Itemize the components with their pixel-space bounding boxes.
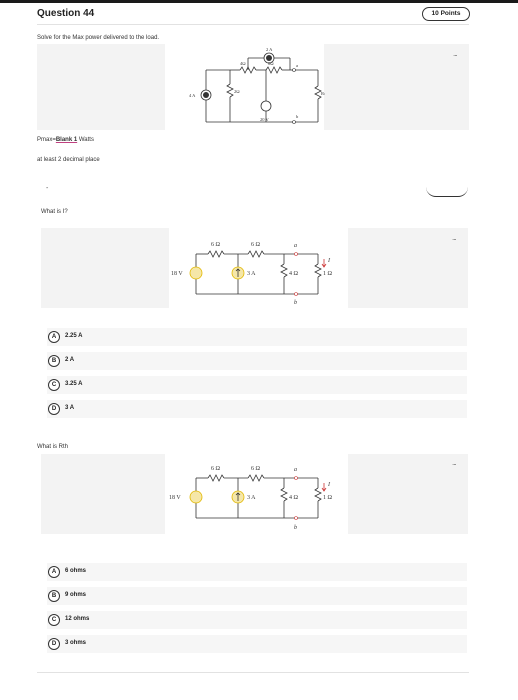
label-current-left: 4 A xyxy=(189,93,196,98)
option-text: 6 ohms xyxy=(65,568,87,574)
option-letter[interactable]: A xyxy=(48,331,60,343)
circuit-diagram-1 xyxy=(189,40,336,128)
arrow-down-icon xyxy=(322,259,326,267)
label-r1: 1 Ω xyxy=(323,495,332,501)
image-panel-right xyxy=(348,228,468,308)
label-node-b: b xyxy=(296,114,299,119)
label-r2: 2Ω xyxy=(234,89,240,94)
question-title: Question 44 xyxy=(37,8,95,19)
label-isrc: 3 A xyxy=(247,271,256,277)
label-isrc: 3 A xyxy=(247,495,256,501)
divider xyxy=(37,672,469,673)
label-r6a: 6 Ω xyxy=(211,242,220,248)
label-r4: 4 Ω xyxy=(289,495,298,501)
option-text: 9 ohms xyxy=(65,592,87,598)
option-c[interactable] xyxy=(47,611,467,629)
option-letter[interactable]: B xyxy=(48,355,60,367)
blank-1-input[interactable]: Blank 1 xyxy=(55,137,78,143)
option-text: 2.25 A xyxy=(65,333,83,339)
option-letter[interactable]: A xyxy=(48,566,60,578)
arrow-down-icon xyxy=(322,483,326,491)
label-node-b: b xyxy=(294,525,297,531)
more-options-icon[interactable]: ... xyxy=(453,49,457,58)
label-r4: 4 Ω xyxy=(289,271,298,277)
option-b[interactable] xyxy=(47,352,467,370)
pmax-prefix: Pmax= xyxy=(37,137,56,143)
label-node-a: a xyxy=(294,467,297,473)
label-current: I xyxy=(328,482,330,488)
image-panel-right xyxy=(348,454,468,534)
image-panel-left xyxy=(41,454,165,534)
label-load: Rₗ xyxy=(321,91,325,96)
label-node-b: b xyxy=(294,300,297,306)
option-text: 2 A xyxy=(65,357,75,363)
label-current-top: 2 A xyxy=(266,47,273,52)
option-a[interactable] xyxy=(47,328,467,346)
voltage-source-icon xyxy=(190,491,202,503)
option-letter[interactable]: D xyxy=(48,638,60,650)
label-voltage: 20 V xyxy=(260,117,269,122)
label-r6: 6Ω xyxy=(268,61,274,66)
label-vsrc: 18 V xyxy=(171,271,183,277)
image-panel-left xyxy=(41,228,169,308)
option-letter[interactable]: C xyxy=(48,614,60,626)
divider xyxy=(37,24,469,25)
more-options-icon[interactable]: ... xyxy=(452,233,456,242)
circuit-diagram-2 xyxy=(168,232,348,306)
question-prompt: Solve for the Max power delivered to the load. xyxy=(37,35,160,41)
option-d[interactable] xyxy=(47,400,467,418)
option-text: 3 ohms xyxy=(65,640,87,646)
image-panel-left xyxy=(37,44,165,130)
circuit-diagram-3 xyxy=(166,456,346,532)
voltage-source-icon xyxy=(261,101,271,111)
points-badge: 10 Points xyxy=(422,7,470,21)
label-current: I xyxy=(328,258,330,264)
label-node-a: a xyxy=(294,243,297,249)
voltage-source-icon xyxy=(190,267,202,279)
option-letter[interactable]: D xyxy=(48,403,60,415)
option-d[interactable] xyxy=(47,635,467,653)
label-vsrc: 18 V xyxy=(169,495,181,501)
option-c[interactable] xyxy=(47,376,467,394)
top-border xyxy=(0,0,518,3)
image-panel-right xyxy=(324,44,469,130)
pmax-line xyxy=(37,137,94,143)
label-node-a: a xyxy=(296,63,298,68)
dash-marker: - xyxy=(46,185,49,192)
option-letter[interactable]: B xyxy=(48,590,60,602)
option-letter[interactable]: C xyxy=(48,379,60,391)
more-options-icon[interactable]: ... xyxy=(452,458,456,467)
label-r6b: 6 Ω xyxy=(251,242,260,248)
decimal-note: at least 2 decimal place xyxy=(37,157,100,163)
label-r1: 1 Ω xyxy=(323,271,332,277)
answer-dropdown[interactable] xyxy=(426,186,468,197)
option-text: 12 ohms xyxy=(65,616,90,622)
label-r6a: 6 Ω xyxy=(211,466,220,472)
question-rth-label: What is Rth xyxy=(37,444,69,450)
label-r6b: 6 Ω xyxy=(251,466,260,472)
option-a[interactable] xyxy=(47,563,467,581)
pmax-suffix: Watts xyxy=(77,137,94,143)
question-i-label: What is I? xyxy=(41,209,68,215)
label-r4: 4Ω xyxy=(240,61,246,66)
option-b[interactable] xyxy=(47,587,467,605)
option-text: 3 A xyxy=(65,405,75,411)
option-text: 3.25 A xyxy=(65,381,83,387)
